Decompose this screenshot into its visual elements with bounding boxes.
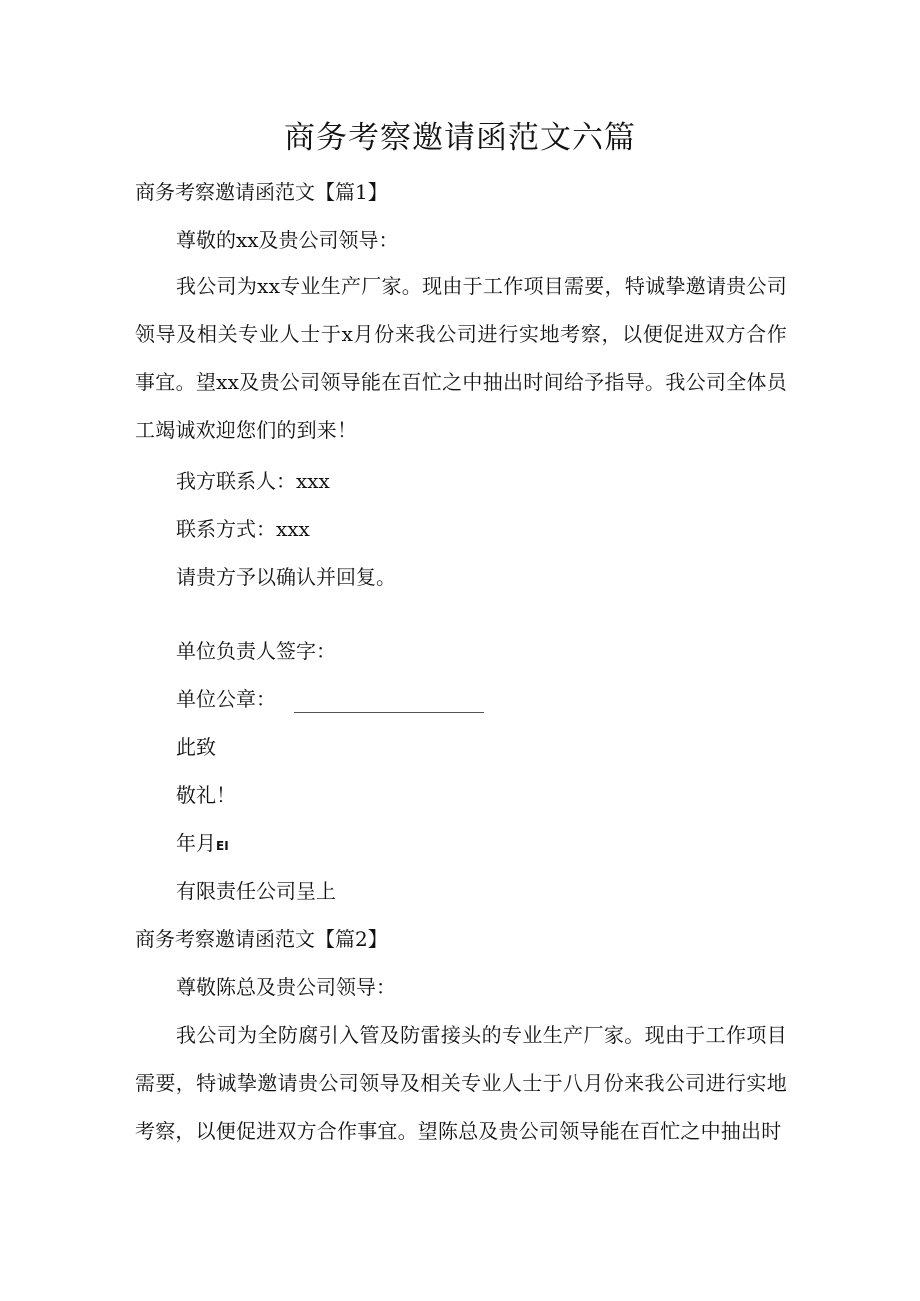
section1-closing1: 此致 (176, 735, 216, 759)
section2-heading: 商务考察邀请函范文【篇2】 (135, 927, 388, 951)
section1-confirm: 请贵方予以确认并回复。 (176, 565, 396, 589)
section1-date-prefix: 年月 (176, 831, 216, 855)
section1-salutation: 尊敬的xx及贵公司领导： (176, 228, 399, 252)
section1-closing2: 敬礼！ (176, 783, 236, 807)
section2-body: 我公司为全防腐引入管及防雷接头的专业生产厂家。现由于工作项目需要，特诚挚邀请贵公司领导及相关专业人士于八月份来我公司进行实地考察，以便促进双方合作事宜。望陈总及贵公司领导能在百忙之中抽出时 (135, 1023, 787, 1143)
section2-salutation: 尊敬陈总及贵公司领导： (176, 975, 396, 999)
section1-seal-label: 单位公章： (176, 687, 276, 711)
section1-date-row (176, 829, 229, 860)
seal-underline (294, 692, 484, 713)
section1-body: 我公司为xx专业生产厂家。现由于工作项目需要，特诚挚邀请贵公司领导及相关专业人士于x月份来我公司进行实地考察，以便促进双方合作事宜。望xx及贵公司领导能在百忙之中抽出时间给予指导。我公司全体员工竭诚欢迎您们的到来！ (135, 274, 787, 442)
section1-heading: 商务考察邀请函范文【篇1】 (135, 180, 388, 204)
section1-contact-method: 联系方式：xxx (176, 517, 310, 541)
section1-date-mark: EI (216, 839, 229, 853)
document-title: 商务考察邀请函范文六篇 (284, 120, 636, 156)
section1-contact-person: 我方联系人：xxx (176, 469, 330, 493)
section1-signature: 单位负责人签字： (176, 639, 336, 663)
section1-company: 有限责任公司呈上 (176, 879, 336, 903)
section1-seal-row (176, 685, 484, 713)
